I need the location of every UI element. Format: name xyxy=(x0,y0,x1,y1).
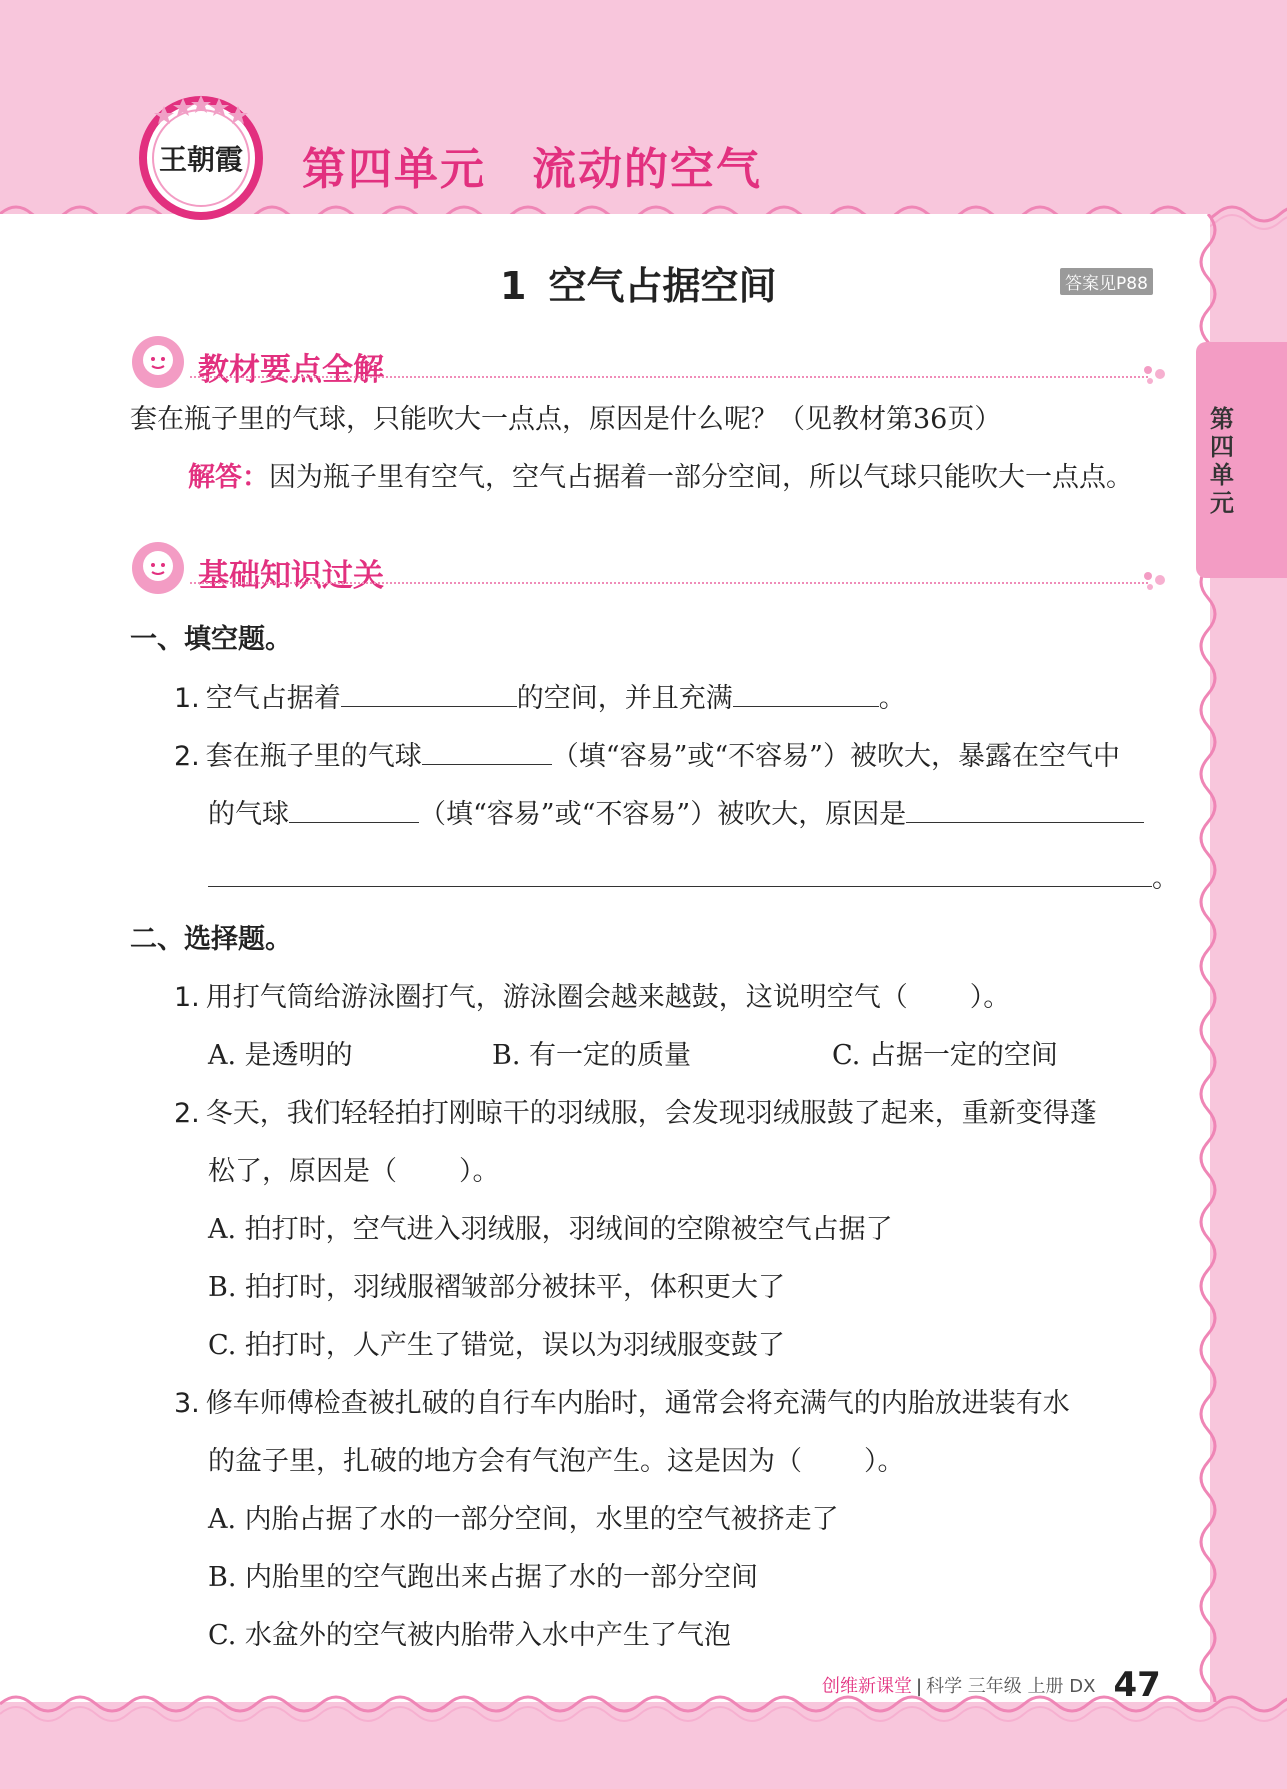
section-title: 教材要点全解 xyxy=(198,352,384,388)
section-key-points-header xyxy=(130,334,1170,390)
answer-blank[interactable] xyxy=(733,680,879,707)
answer-blank-long[interactable] xyxy=(208,860,1152,887)
answer-reference-badge: 答案见P88 xyxy=(1060,268,1153,295)
footer-brand: 创维新课堂 xyxy=(822,1676,912,1697)
choice-question-1: 1. 用打气筒给游泳圈打气，游泳圈会越来越鼓，这说明空气（ ）。 xyxy=(174,982,1011,1013)
fill-question-2-line-3: 。 xyxy=(208,860,1179,897)
dotted-divider xyxy=(190,582,1148,584)
dotted-divider xyxy=(190,376,1148,378)
fill-blank-heading: 一、填空题。 xyxy=(130,624,292,655)
choice-q2-option-b[interactable]: B. 拍打时，羽绒服褶皱部分被抹平，体积更大了 xyxy=(208,1272,786,1303)
section-basic-knowledge-header xyxy=(130,540,1170,596)
footer-separator: | xyxy=(916,1676,923,1697)
question-number: 1. xyxy=(174,683,200,714)
choice-q3-option-a[interactable]: A. 内胎占据了水的一部分空间，水里的空气被挤走了 xyxy=(208,1504,839,1535)
question-number: 2. xyxy=(174,1098,200,1129)
choice-q2-option-a[interactable]: A. 拍打时，空气进入羽绒服，羽绒间的空隙被空气占据了 xyxy=(208,1214,893,1245)
page-footer xyxy=(822,1665,1161,1705)
answer-text: 因为瓶子里有空气，空气占据着一部分空间，所以气球只能吹大一点点。 xyxy=(269,462,1133,493)
page-number: 47 xyxy=(1113,1665,1161,1705)
fill-question-2-line-2: 的气球 （填“容易”或“不容易”）被吹大，原因是 xyxy=(208,796,1144,833)
key-point-answer xyxy=(188,460,1133,496)
fill-question-2: 2. 套在瓶子里的气球 （填“容易”或“不容易”）被吹大，暴露在空气中 xyxy=(174,738,1120,775)
key-point-question: 套在瓶子里的气球，只能吹大一点点，原因是什么呢？（见教材第36页） xyxy=(130,404,1002,435)
lesson-number: 1 xyxy=(500,264,527,308)
answer-blank[interactable] xyxy=(422,738,552,765)
fill-question-1: 1. 空气占据着 的空间，并且充满 。 xyxy=(174,680,906,717)
choice-question-2-line-2: 松了，原因是（ ）。 xyxy=(208,1156,500,1187)
decorative-dots xyxy=(1142,364,1170,386)
side-tab-label: 第四单元 xyxy=(1210,405,1234,517)
choice-question-2: 2. 冬天，我们轻轻拍打刚晾干的羽绒服，会发现羽绒服鼓了起来，重新变得蓬 xyxy=(174,1098,1097,1129)
choice-q1-option-b[interactable]: B. 有一定的质量 xyxy=(492,1040,692,1071)
lesson-title xyxy=(500,255,776,310)
brand-logo xyxy=(136,90,266,220)
unit-label: 第四单元 xyxy=(302,144,486,195)
choice-q1-option-c[interactable]: C. 占据一定的空间 xyxy=(832,1040,1058,1071)
unit-title xyxy=(302,133,762,197)
answer-blank[interactable] xyxy=(341,680,517,707)
decorative-dots xyxy=(1142,570,1170,592)
cartoon-girl-icon xyxy=(130,334,186,390)
choice-q3-option-c[interactable]: C. 水盆外的空气被内胎带入水中产生了气泡 xyxy=(208,1620,731,1651)
lesson-name: 空气占据空间 xyxy=(548,264,777,308)
choice-q2-option-c[interactable]: C. 拍打时，人产生了错觉，误以为羽绒服变鼓了 xyxy=(208,1330,785,1361)
question-number: 3. xyxy=(174,1388,200,1419)
answer-blank[interactable] xyxy=(906,796,1144,823)
choice-question-3: 3. 修车师傅检查被扎破的自行车内胎时，通常会将充满气的内胎放进装有水 xyxy=(174,1388,1070,1419)
cartoon-boy-icon xyxy=(130,540,186,596)
footer-info: 科学 三年级 上册 DX xyxy=(926,1676,1096,1697)
question-number: 1. xyxy=(174,982,200,1013)
section-title: 基础知识过关 xyxy=(198,558,384,594)
choice-q1-option-a[interactable]: A. 是透明的 xyxy=(208,1040,353,1071)
logo-text: 王朝霞 xyxy=(158,143,244,176)
choice-q3-option-b[interactable]: B. 内胎里的空气跑出来占据了水的一部分空间 xyxy=(208,1562,759,1593)
answer-blank[interactable] xyxy=(289,796,419,823)
choice-heading: 二、选择题。 xyxy=(130,924,292,955)
answer-label: 解答： xyxy=(188,462,269,493)
choice-question-3-line-2: 的盆子里，扎破的地方会有气泡产生。这是因为（ ）。 xyxy=(208,1446,905,1477)
question-number: 2. xyxy=(174,741,200,772)
unit-name: 流动的空气 xyxy=(532,144,762,195)
